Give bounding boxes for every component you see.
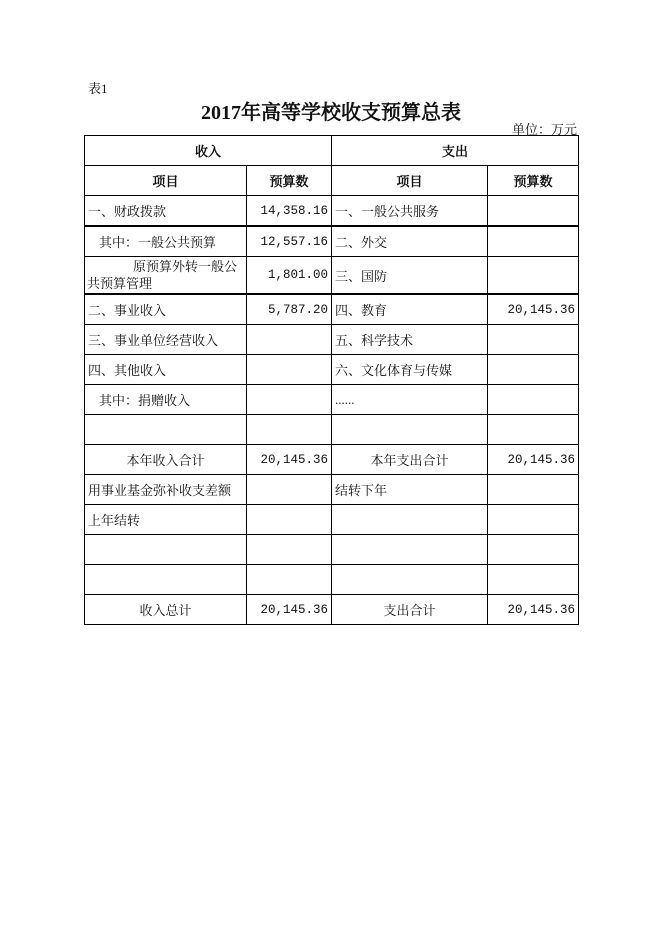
- income-header: 收入: [85, 136, 332, 166]
- expense-amount: 20,145.36: [488, 294, 579, 325]
- expense-amount: [488, 415, 579, 445]
- expense-header: 支出: [332, 136, 579, 166]
- expense-item: 本年支出合计: [332, 445, 488, 475]
- expense-amount: 20,145.36: [488, 595, 579, 625]
- expense-amount: [488, 535, 579, 565]
- income-amount: [247, 415, 332, 445]
- income-item: 原预算外转一般公共预算管理: [85, 257, 247, 295]
- income-amount: [247, 535, 332, 565]
- table-row: [85, 505, 579, 535]
- income-amount: 20,145.36: [247, 445, 332, 475]
- income-amount: 14,358.16: [247, 196, 332, 227]
- table-row: [85, 595, 579, 625]
- budget-table: [84, 135, 579, 625]
- table-row: [85, 196, 579, 227]
- page-title: 2017年高等学校收支预算总表: [201, 102, 461, 124]
- income-amount: 20,145.36: [247, 595, 332, 625]
- table-row: [85, 325, 579, 355]
- expense-item: 一、一般公共服务: [332, 196, 488, 227]
- expense-item: 五、科学技术: [332, 325, 488, 355]
- expense-amount: [488, 257, 579, 295]
- income-amount: [247, 475, 332, 505]
- income-item: [85, 535, 247, 565]
- income-amount-header: 预算数: [247, 166, 332, 196]
- expense-amount: 20,145.36: [488, 445, 579, 475]
- expense-item: 四、教育: [332, 294, 488, 325]
- expense-amount: [488, 565, 579, 595]
- table-row: [85, 385, 579, 415]
- table-row: [85, 415, 579, 445]
- table-row: [85, 565, 579, 595]
- unit-label: 单位：万元: [511, 122, 577, 137]
- expense-item: [332, 505, 488, 535]
- income-item: 其中：捐赠收入: [85, 385, 247, 415]
- table-row: [85, 535, 579, 565]
- table-row: [85, 475, 579, 505]
- income-amount: [247, 505, 332, 535]
- income-item-header: 项目: [85, 166, 247, 196]
- income-item: [85, 565, 247, 595]
- income-item: 其中：一般公共预算: [85, 226, 247, 257]
- income-item: 用事业基金弥补收支差额: [85, 475, 247, 505]
- table-row: [85, 355, 579, 385]
- income-amount: [247, 325, 332, 355]
- income-item: 一、财政拨款: [85, 196, 247, 227]
- expense-item: 结转下年: [332, 475, 488, 505]
- income-item: 三、事业单位经营收入: [85, 325, 247, 355]
- income-item: 收入总计: [85, 595, 247, 625]
- expense-amount: [488, 505, 579, 535]
- income-item: 四、其他收入: [85, 355, 247, 385]
- income-amount: [247, 565, 332, 595]
- expense-item: [332, 415, 488, 445]
- expense-amount: [488, 226, 579, 257]
- expense-amount: [488, 355, 579, 385]
- expense-amount: [488, 475, 579, 505]
- expense-item: ......: [332, 385, 488, 415]
- table-row: [85, 257, 579, 295]
- expense-item-header: 项目: [332, 166, 488, 196]
- expense-item: 二、外交: [332, 226, 488, 257]
- expense-item: 支出合计: [332, 595, 488, 625]
- income-item: 二、事业收入: [85, 294, 247, 325]
- income-item: [85, 415, 247, 445]
- table-row: [85, 445, 579, 475]
- table-row: [85, 294, 579, 325]
- expense-item: [332, 535, 488, 565]
- income-amount: 12,557.16: [247, 226, 332, 257]
- expense-amount: [488, 385, 579, 415]
- expense-amount: [488, 196, 579, 227]
- expense-amount: [488, 325, 579, 355]
- expense-amount-header: 预算数: [488, 166, 579, 196]
- income-amount: 1,801.00: [247, 257, 332, 295]
- income-amount: 5,787.20: [247, 294, 332, 325]
- income-amount: [247, 385, 332, 415]
- expense-item: 六、文化体育与传媒: [332, 355, 488, 385]
- expense-item: [332, 565, 488, 595]
- income-amount: [247, 355, 332, 385]
- table-row: [85, 226, 579, 257]
- expense-item: 三、国防: [332, 257, 488, 295]
- table-label: 表1: [88, 81, 108, 96]
- income-item: 上年结转: [85, 505, 247, 535]
- income-item: 本年收入合计: [85, 445, 247, 475]
